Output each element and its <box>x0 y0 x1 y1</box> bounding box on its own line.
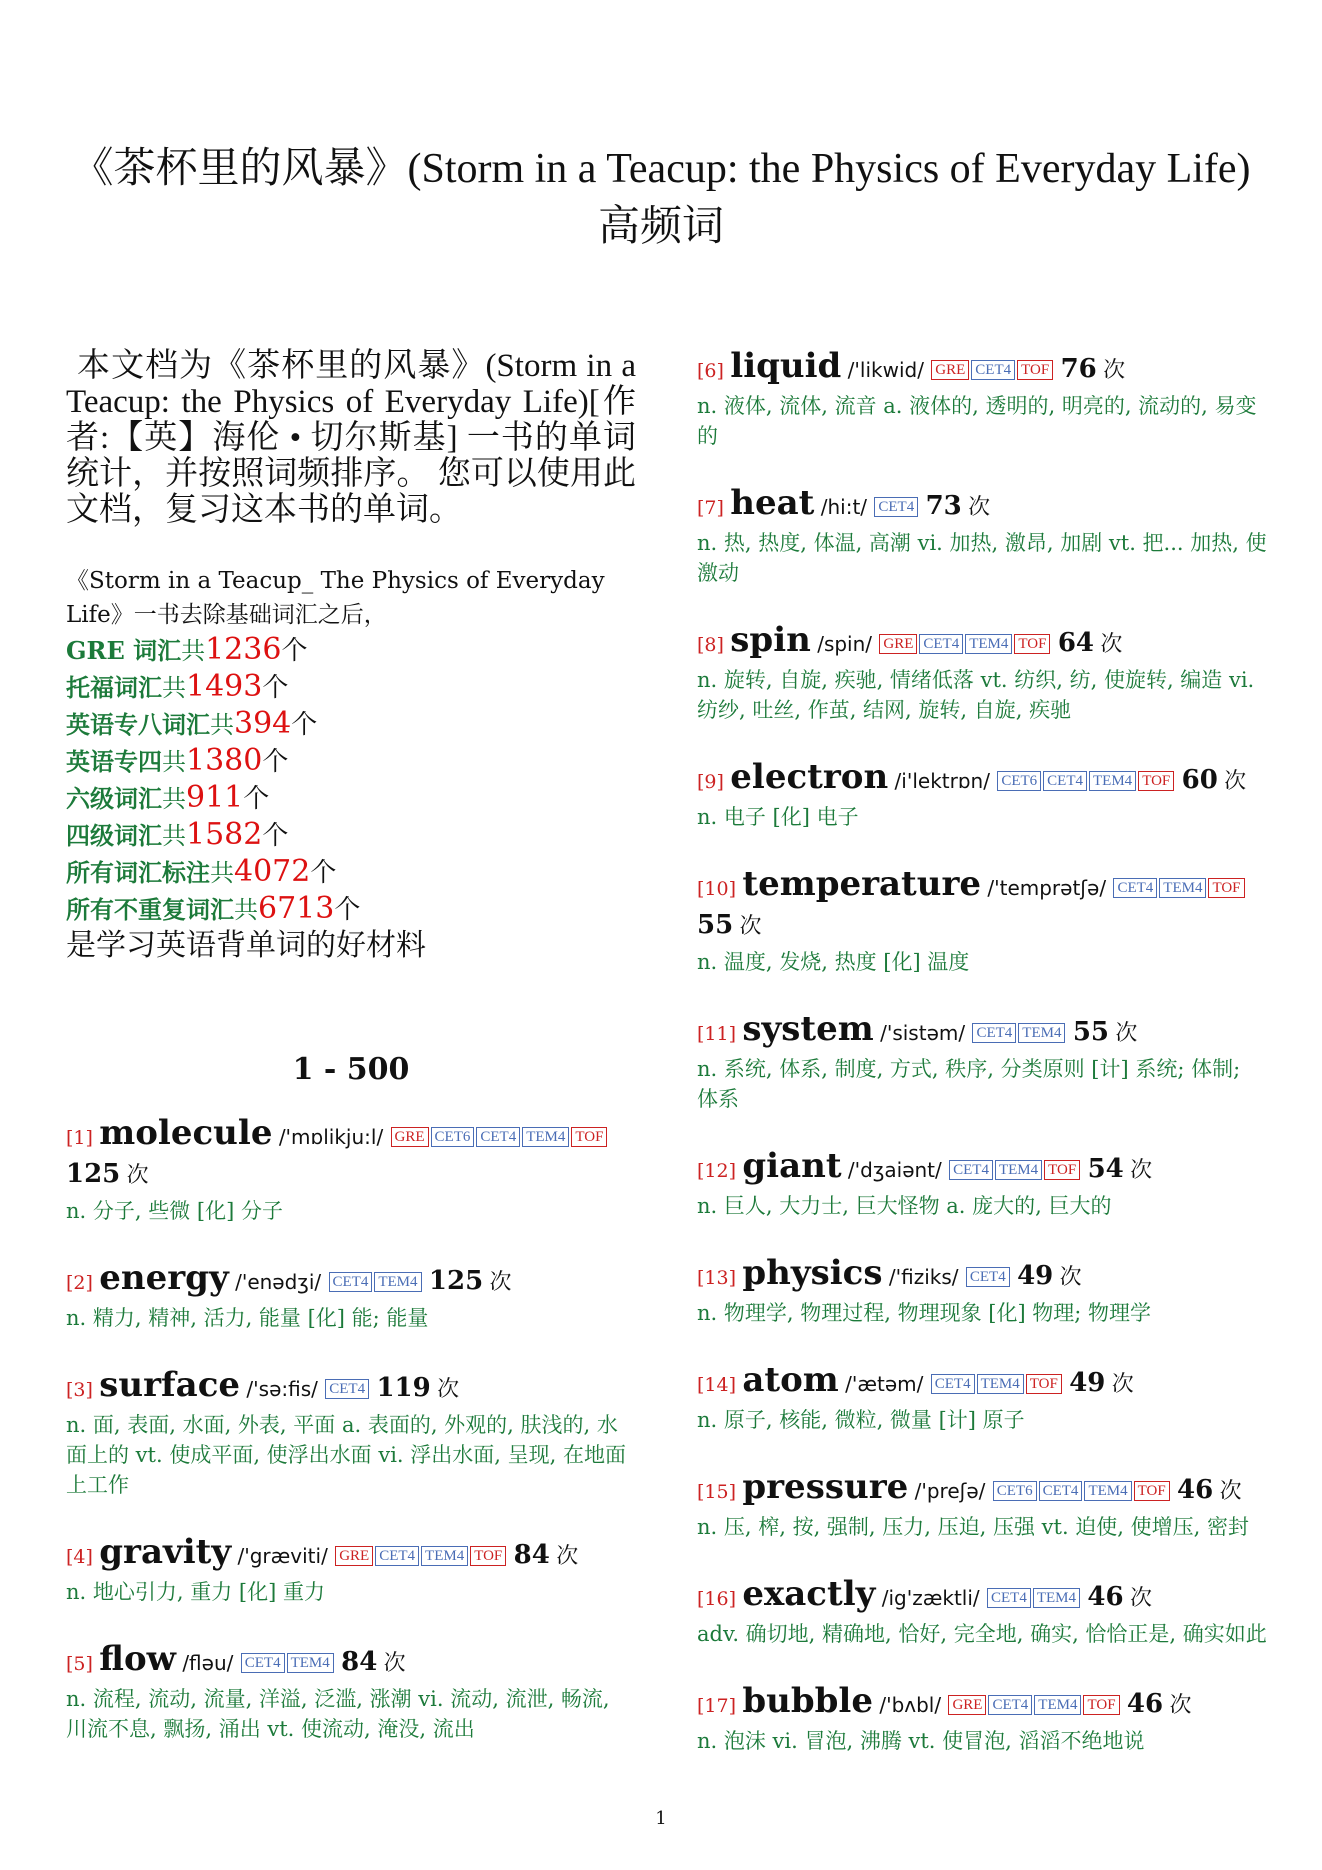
exam-tag-cet4: CET4 <box>1043 771 1087 791</box>
stat-unit: 个 <box>262 821 289 851</box>
entry-word: temperature <box>742 864 982 904</box>
exam-tag-cet4: CET4 <box>949 1160 993 1180</box>
exam-tag-tem4: TEM4 <box>977 1374 1024 1394</box>
stat-number: 911 <box>186 780 244 815</box>
stat-number: 394 <box>234 706 292 741</box>
entry-phonetic: /'preʃə/ <box>914 1479 986 1503</box>
entry-definition: n. 原子, 核能, 微粒, 微量 [计] 原子 <box>697 1408 1025 1432</box>
entry-word: flow <box>99 1639 176 1679</box>
word-entry <box>697 1576 1267 1649</box>
stat-row <box>66 632 636 669</box>
stat-plain: 共 <box>181 637 206 665</box>
word-entry <box>697 759 1267 832</box>
stat-row <box>66 891 636 928</box>
entry-phonetic: /'enədʒi/ <box>235 1270 322 1294</box>
entry-word: physics <box>742 1253 883 1293</box>
entry-phonetic: /ig'zæktli/ <box>881 1586 980 1610</box>
stat-label: 英语专八词汇 <box>66 710 210 739</box>
entry-definition: n. 系统, 体系, 制度, 方式, 秩序, 分类原则 [计] 系统; 体制; 体系 <box>697 1057 1241 1111</box>
exam-tag-tem4: TEM4 <box>995 1160 1042 1180</box>
entry-word: bubble <box>742 1681 873 1721</box>
entry-rank: [5] <box>66 1653 93 1675</box>
entry-head <box>697 1011 1267 1052</box>
exam-tag-cet4: CET4 <box>988 1695 1032 1715</box>
entry-rank: [11] <box>697 1023 737 1045</box>
entry-phonetic: /hi:t/ <box>820 495 868 519</box>
entry-word: surface <box>99 1365 241 1405</box>
right-column <box>697 348 1267 1790</box>
entry-definition: n. 面, 表面, 水面, 外表, 平面 a. 表面的, 外观的, 肤浅的, 水面上的 vt. 使成平面, 使浮出水面 vi. 浮出水面, 呈现, 在地面上工作 <box>66 1413 626 1497</box>
exam-tag-cet4: CET4 <box>931 1374 975 1394</box>
exam-tag-tof: TOF <box>1044 1160 1080 1180</box>
entry-rank: [14] <box>697 1374 737 1396</box>
entry-count: 119 <box>376 1373 431 1403</box>
entry-head <box>697 866 1267 945</box>
entry-count: 84 <box>341 1647 378 1677</box>
exam-tag-tem4: TEM4 <box>965 634 1012 654</box>
stat-label: 四级词汇 <box>66 821 162 850</box>
document-title <box>0 140 1322 256</box>
stat-row <box>66 780 636 817</box>
exam-tag-tem4: TEM4 <box>1033 1588 1080 1608</box>
entry-phonetic: /'fiziks/ <box>888 1265 959 1289</box>
exam-tag-gre: GRE <box>931 360 969 380</box>
entry-rank: [13] <box>697 1267 737 1289</box>
entry-word: atom <box>742 1360 839 1400</box>
exam-tag-gre: GRE <box>879 634 917 654</box>
entry-phonetic: /'sistəm/ <box>880 1021 966 1045</box>
entry-definition: n. 精力, 精神, 活力, 能量 [化] 能; 能量 <box>66 1306 429 1330</box>
stat-number: 1236 <box>205 632 282 667</box>
entry-definition: n. 旋转, 自旋, 疾驰, 情绪低落 vt. 纺织, 纺, 使旋转, 编造 vi. 纺纱, 吐丝, 作茧, 结网, 旋转, 自旋, 疾驰 <box>697 668 1255 722</box>
entry-rank: [7] <box>697 497 724 519</box>
word-list-right <box>697 348 1267 1756</box>
entry-phonetic: /'græviti/ <box>237 1544 328 1568</box>
count-suffix: 次 <box>1219 1479 1242 1504</box>
word-entry <box>697 866 1267 977</box>
word-entry <box>697 1148 1267 1221</box>
entry-head <box>697 759 1267 800</box>
entry-word: giant <box>742 1146 842 1186</box>
count-suffix: 次 <box>968 495 991 520</box>
entry-rank: [1] <box>66 1127 93 1149</box>
entry-phonetic: /spin/ <box>817 632 873 656</box>
entry-rank: [15] <box>697 1481 737 1503</box>
count-suffix: 次 <box>1130 1158 1153 1183</box>
intro-paragraph <box>66 348 636 528</box>
stats-list <box>66 632 636 928</box>
entry-definition: n. 电子 [化] 电子 <box>697 805 859 829</box>
entry-definition: n. 物理学, 物理过程, 物理现象 [化] 物理; 物理学 <box>697 1301 1152 1325</box>
entry-count: 125 <box>428 1266 484 1296</box>
entry-definition: adv. 确切地, 精确地, 恰好, 完全地, 确实, 恰恰正是, 确实如此 <box>697 1622 1267 1646</box>
entry-head <box>66 1534 636 1575</box>
word-entry <box>697 1255 1267 1328</box>
exam-tag-cet4: CET4 <box>1113 878 1157 898</box>
entry-word: spin <box>730 620 811 660</box>
exam-tag-cet4: CET4 <box>241 1653 285 1673</box>
stat-unit: 个 <box>310 858 337 888</box>
stat-number: 6713 <box>258 891 335 926</box>
intro-text: 本文档为《茶杯里的风暴》(Storm in a Teacup: the Physics of Everyday Life)[作者:【英】海伦 • 切尔斯基] 一书的单词统计，并按照词频排序。 您可以使用此文档，复习这本书的单词。 <box>66 348 636 528</box>
entry-head <box>697 1255 1267 1296</box>
word-entry <box>697 485 1267 588</box>
stat-row <box>66 669 636 706</box>
exam-tag-tem4: TEM4 <box>1089 771 1136 791</box>
exam-tag-tem4: TEM4 <box>374 1272 421 1292</box>
entry-definition: n. 泡沫 vi. 冒泡, 沸腾 vt. 使冒泡, 滔滔不绝地说 <box>697 1729 1145 1753</box>
entry-rank: [12] <box>697 1160 737 1182</box>
entry-rank: [17] <box>697 1695 737 1717</box>
word-entry <box>697 1362 1267 1435</box>
stat-unit: 个 <box>334 895 361 925</box>
entry-word: gravity <box>99 1532 232 1572</box>
exam-tag-cet4: CET4 <box>972 1023 1016 1043</box>
entry-count: 76 <box>1060 354 1097 384</box>
entry-count: 125 <box>66 1159 121 1189</box>
exam-tag-tof: TOF <box>1208 878 1244 898</box>
entry-count: 73 <box>925 491 962 521</box>
exam-tag-tof: TOF <box>571 1127 607 1147</box>
vocabulary-summary <box>66 564 636 964</box>
entry-count: 54 <box>1087 1154 1124 1184</box>
exam-tag-cet4: CET4 <box>325 1379 369 1399</box>
stat-row <box>66 854 636 891</box>
entry-definition: n. 热, 热度, 体温, 高潮 vi. 加热, 激昂, 加剧 vt. 把... 加热, 使激动 <box>697 531 1267 585</box>
entry-head <box>697 1469 1267 1510</box>
stat-plain: 共 <box>210 859 234 887</box>
stat-label: 英语专四 <box>66 747 162 776</box>
entry-count: 64 <box>1057 628 1095 658</box>
page-number: 1 <box>655 1808 667 1829</box>
count-suffix: 次 <box>489 1270 512 1295</box>
word-list-left <box>66 1115 636 1744</box>
entry-head <box>66 1260 636 1301</box>
exam-tag-tof: TOF <box>1138 771 1174 791</box>
exam-tag-cet4: CET4 <box>476 1127 520 1147</box>
exam-tag-cet6: CET6 <box>431 1127 475 1147</box>
entry-phonetic: /'ætəm/ <box>845 1372 924 1396</box>
entry-phonetic: /i'lektrɒn/ <box>894 769 990 793</box>
stat-label: 所有不重复词汇 <box>66 895 234 924</box>
word-entry <box>66 1534 636 1607</box>
exam-tag-cet4: CET4 <box>874 497 918 517</box>
entry-count: 84 <box>513 1540 550 1570</box>
entry-head <box>697 622 1267 663</box>
count-suffix: 次 <box>739 914 762 939</box>
exam-tag-tem4: TEM4 <box>1018 1023 1065 1043</box>
entry-count: 55 <box>1072 1017 1110 1047</box>
summary-closing: 是学习英语背单词的好材料 <box>66 928 426 963</box>
exam-tag-cet4: CET4 <box>329 1272 373 1292</box>
entry-definition: n. 温度, 发烧, 热度 [化] 温度 <box>697 950 970 974</box>
entry-rank: [6] <box>697 360 724 382</box>
exam-tag-cet4: CET4 <box>966 1267 1010 1287</box>
exam-tag-cet6: CET6 <box>997 771 1041 791</box>
exam-tag-tem4: TEM4 <box>421 1546 468 1566</box>
entry-rank: [9] <box>697 771 724 793</box>
entry-head <box>697 1148 1267 1189</box>
exam-tag-tem4: TEM4 <box>1034 1695 1081 1715</box>
entry-head <box>697 348 1267 389</box>
entry-word: molecule <box>99 1113 273 1153</box>
stat-row <box>66 743 636 780</box>
entry-count: 46 <box>1177 1475 1214 1505</box>
count-suffix: 次 <box>1100 632 1123 657</box>
exam-tag-cet4: CET4 <box>971 360 1015 380</box>
left-column <box>66 348 636 1778</box>
count-suffix: 次 <box>1059 1265 1082 1290</box>
exam-tag-tof: TOF <box>1026 1374 1062 1394</box>
title-line-1: 《茶杯里的风暴》(Storm in a Teacup: the Physics of Everyday Life) <box>71 146 1251 192</box>
title-line-2: 高频词 <box>597 204 724 250</box>
entry-definition: n. 流程, 流动, 流量, 洋溢, 泛滥, 涨潮 vi. 流动, 流泄, 畅流, 川流不息, 飘扬, 涌出 vt. 使流动, 淹没, 流出 <box>66 1687 610 1741</box>
exam-tag-gre: GRE <box>391 1127 429 1147</box>
stat-label: 所有词汇标注 <box>66 858 210 887</box>
exam-tag-tof: TOF <box>1014 634 1050 654</box>
word-entry <box>697 622 1267 725</box>
word-entry <box>697 348 1267 451</box>
stat-unit: 个 <box>281 636 308 666</box>
count-suffix: 次 <box>1103 358 1126 383</box>
entry-count: 46 <box>1087 1582 1124 1612</box>
count-suffix: 次 <box>1111 1372 1134 1397</box>
exam-tag-tem4: TEM4 <box>1084 1481 1131 1501</box>
stat-row <box>66 817 636 854</box>
entry-phonetic: /'mɒlikju:l/ <box>278 1125 384 1149</box>
entry-definition: n. 液体, 流体, 流音 a. 液体的, 透明的, 明亮的, 流动的, 易变的 <box>697 394 1257 448</box>
exam-tag-cet6: CET6 <box>993 1481 1037 1501</box>
stat-number: 1582 <box>186 817 263 852</box>
count-suffix: 次 <box>126 1163 149 1188</box>
word-entry <box>697 1683 1267 1756</box>
entry-word: heat <box>730 483 815 523</box>
count-suffix: 次 <box>383 1651 406 1676</box>
word-entry <box>66 1260 636 1333</box>
entry-rank: [10] <box>697 878 737 900</box>
entry-head <box>66 1115 636 1194</box>
exam-tag-tof: TOF <box>1017 360 1053 380</box>
stat-number: 1493 <box>186 669 263 704</box>
stat-unit: 个 <box>291 710 318 740</box>
stat-plain: 共 <box>234 896 258 924</box>
stat-plain: 共 <box>162 822 186 850</box>
exam-tag-tem4: TEM4 <box>287 1653 334 1673</box>
entry-count: 49 <box>1069 1368 1106 1398</box>
stat-unit: 个 <box>262 747 289 777</box>
stat-plain: 共 <box>210 711 234 739</box>
entry-count: 46 <box>1126 1689 1164 1719</box>
exam-tag-gre: GRE <box>335 1546 373 1566</box>
entry-head <box>697 485 1267 526</box>
count-suffix: 次 <box>1115 1021 1138 1046</box>
stat-number: 1380 <box>186 743 263 778</box>
entry-head <box>697 1362 1267 1403</box>
exam-tag-tem4: TEM4 <box>522 1127 569 1147</box>
stat-label: 托福词汇 <box>66 673 162 702</box>
entry-definition: n. 地心引力, 重力 [化] 重力 <box>66 1580 325 1604</box>
stat-unit: 个 <box>243 784 270 814</box>
entry-count: 49 <box>1017 1261 1054 1291</box>
exam-tag-cet4: CET4 <box>987 1588 1031 1608</box>
entry-head <box>697 1576 1267 1617</box>
summary-book-line: 《Storm in a Teacup_ The Physics of Everyday Life》一书去除基础词汇之后， <box>66 568 605 628</box>
stat-unit: 个 <box>262 673 289 703</box>
entry-definition: n. 分子, 些微 [化] 分子 <box>66 1199 283 1223</box>
stat-label: GRE 词汇 <box>66 636 182 665</box>
entry-phonetic: /'likwid/ <box>847 358 924 382</box>
entry-phonetic: /'bʌbl/ <box>879 1693 942 1717</box>
entry-head <box>66 1367 636 1408</box>
entry-definition: n. 巨人, 大力士, 巨大怪物 a. 庞大的, 巨大的 <box>697 1194 1112 1218</box>
entry-rank: [16] <box>697 1588 737 1610</box>
exam-tag-tem4: TEM4 <box>1159 878 1206 898</box>
exam-tag-gre: GRE <box>948 1695 986 1715</box>
word-entry <box>66 1641 636 1744</box>
entry-phonetic: /'temprətʃə/ <box>987 876 1107 900</box>
entry-word: pressure <box>742 1467 909 1507</box>
word-entry <box>697 1011 1267 1114</box>
stat-row <box>66 706 636 743</box>
entry-head <box>697 1683 1267 1724</box>
entry-rank: [4] <box>66 1546 93 1568</box>
entry-count: 60 <box>1181 765 1218 795</box>
entry-count: 55 <box>697 910 734 940</box>
exam-tag-cet4: CET4 <box>375 1546 419 1566</box>
exam-tag-cet4: CET4 <box>1039 1481 1083 1501</box>
count-suffix: 次 <box>1224 769 1247 794</box>
entry-phonetic: /'dʒaiənt/ <box>847 1158 942 1182</box>
exam-tag-tof: TOF <box>470 1546 506 1566</box>
count-suffix: 次 <box>556 1544 579 1569</box>
entry-word: energy <box>99 1258 229 1298</box>
count-suffix: 次 <box>1129 1586 1152 1611</box>
word-entry <box>66 1115 636 1226</box>
stat-plain: 共 <box>162 674 186 702</box>
stat-number: 4072 <box>234 854 311 889</box>
entry-word: electron <box>730 757 889 797</box>
entry-head <box>66 1641 636 1682</box>
entry-phonetic: /'sə:fis/ <box>246 1377 318 1401</box>
entry-word: system <box>742 1009 874 1049</box>
stat-plain: 共 <box>162 748 186 776</box>
exam-tag-tof: TOF <box>1083 1695 1119 1715</box>
stat-label: 六级词汇 <box>66 784 162 813</box>
word-entry <box>697 1469 1267 1542</box>
range-heading: 1 - 500 <box>292 1052 410 1087</box>
entry-rank: [2] <box>66 1272 93 1294</box>
entry-rank: [8] <box>697 634 724 656</box>
entry-phonetic: /fləu/ <box>182 1651 234 1675</box>
count-suffix: 次 <box>437 1377 460 1402</box>
word-entry <box>66 1367 636 1500</box>
exam-tag-cet4: CET4 <box>919 634 963 654</box>
count-suffix: 次 <box>1169 1693 1192 1718</box>
entry-word: exactly <box>742 1574 876 1614</box>
entry-rank: [3] <box>66 1379 93 1401</box>
entry-definition: n. 压, 榨, 按, 强制, 压力, 压迫, 压强 vt. 迫使, 使增压, 密封 <box>697 1515 1250 1539</box>
exam-tag-tof: TOF <box>1134 1481 1170 1501</box>
stat-plain: 共 <box>162 785 186 813</box>
entry-word: liquid <box>730 346 842 386</box>
